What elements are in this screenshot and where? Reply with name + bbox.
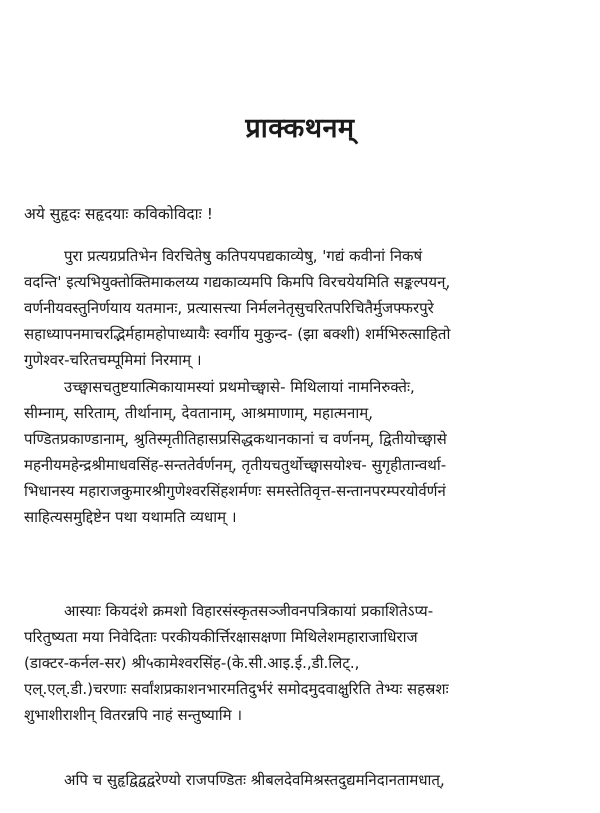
paragraph-line: परितुष्यता मया निवेदिताः परकीयकीर्त्तिरक्षासक्षणा मिथिलेशमहाराजाधिराज	[24, 628, 418, 646]
paragraph-line: पण्डितप्रकाण्डानाम्, श्रुतिस्मृतीतिहासप्रसिद्धकथानकानां च वर्णनम्, द्वितीयोच्छ्वासे	[24, 430, 447, 448]
paragraph-3	[24, 598, 584, 728]
paragraph-line: पुरा प्रत्यग्रप्रतिभेन विरचितेषु कतिपयपद्यकाव्येषु, 'गद्यं कवीनां निकषं	[64, 247, 423, 265]
paragraph-line: गुणेश्वर-चरितचम्पूमिमां निरमाम् ।	[24, 351, 202, 369]
paragraph-line: (डाक्टर-कर्नल-सर) श्री५कामेश्वरसिंह-(के.सी.आइ.ई.,डी.लिट्.,	[24, 654, 360, 672]
paragraph-line: साहित्यसमुद्दिष्टेन पथा यथामति व्यधाम् ।	[24, 508, 237, 526]
paragraph-line: वर्णनीयवस्तुनिर्णयाय यतमानः, प्रत्यासत्त्या निर्मलनेतृसुचरितपरिचितैर्मुजफ्फरपुरे	[24, 299, 434, 317]
paragraph-line: उच्छ्वासचतुष्टयात्मिकायामस्यां प्रथमोच्छ्वासे- मिथिलायां नामनिरुक्तेः,	[64, 378, 415, 396]
paragraph-line: वदन्ति' इत्यभियुक्तोक्तिमाकलय्य गद्यकाव्यमपि किमपि विरचयेयमिति सङ्कल्पयन्,	[24, 273, 451, 291]
page-title: प्राक्कथनम्	[245, 113, 355, 144]
paragraph-line: एल्.एल्.डी.)चरणाः सर्वांशप्रकाशनभारमतिदुर्भरं समोदमुदवाक्षुरिति तेभ्यः सहस्रशः	[24, 680, 449, 698]
paragraph-line: सीम्नाम्, सरिताम्, तीर्थानाम्, देवतानाम्, आश्रमाणाम्, महात्मनाम्,	[24, 404, 373, 422]
paragraph-line: सहाध्यापनमाचरद्भिर्महामहोपाध्यायैः स्वर्गीय मुकुन्द- (झा बक्शी) शर्मभिरुत्साहितो	[24, 325, 451, 343]
paragraph-line: शुभाशीराशीन् वितरन्नपि नाहं सन्तुष्यामि ।	[24, 706, 243, 724]
paragraph-line: भिधानस्य महाराजकुमारश्रीगुणेश्वरसिंहशर्मणः समस्तेतिवृत्त-सन्तानपरम्परयोर्वर्णनं	[24, 482, 446, 500]
paragraph-2	[24, 374, 584, 530]
paragraph-line: आस्याः कियदंशे क्रमशो विहारसंस्कृतसञ्जीवनपत्रिकायां प्रकाशितेऽप्य-	[64, 602, 434, 620]
paragraph-line: अपि च सुहृद्विद्वद्वरेण्यो राजपण्डितः श्रीबलदेवमिश्रस्तदुद्यमनिदानतामधात्,	[64, 771, 445, 789]
paragraph-line: महनीयमहेन्द्रश्रीमाधवसिंह-सन्ततेर्वर्णनम्, तृतीयचतुर्थोच्छ्वासयोश्च- सुगृहीतान्वर्था-	[24, 456, 447, 474]
salutation-line: अये सुहृदः सहृदयाः कविकोविदाः !	[24, 205, 213, 223]
paragraph-4	[24, 767, 584, 793]
paragraph-1	[24, 243, 584, 373]
